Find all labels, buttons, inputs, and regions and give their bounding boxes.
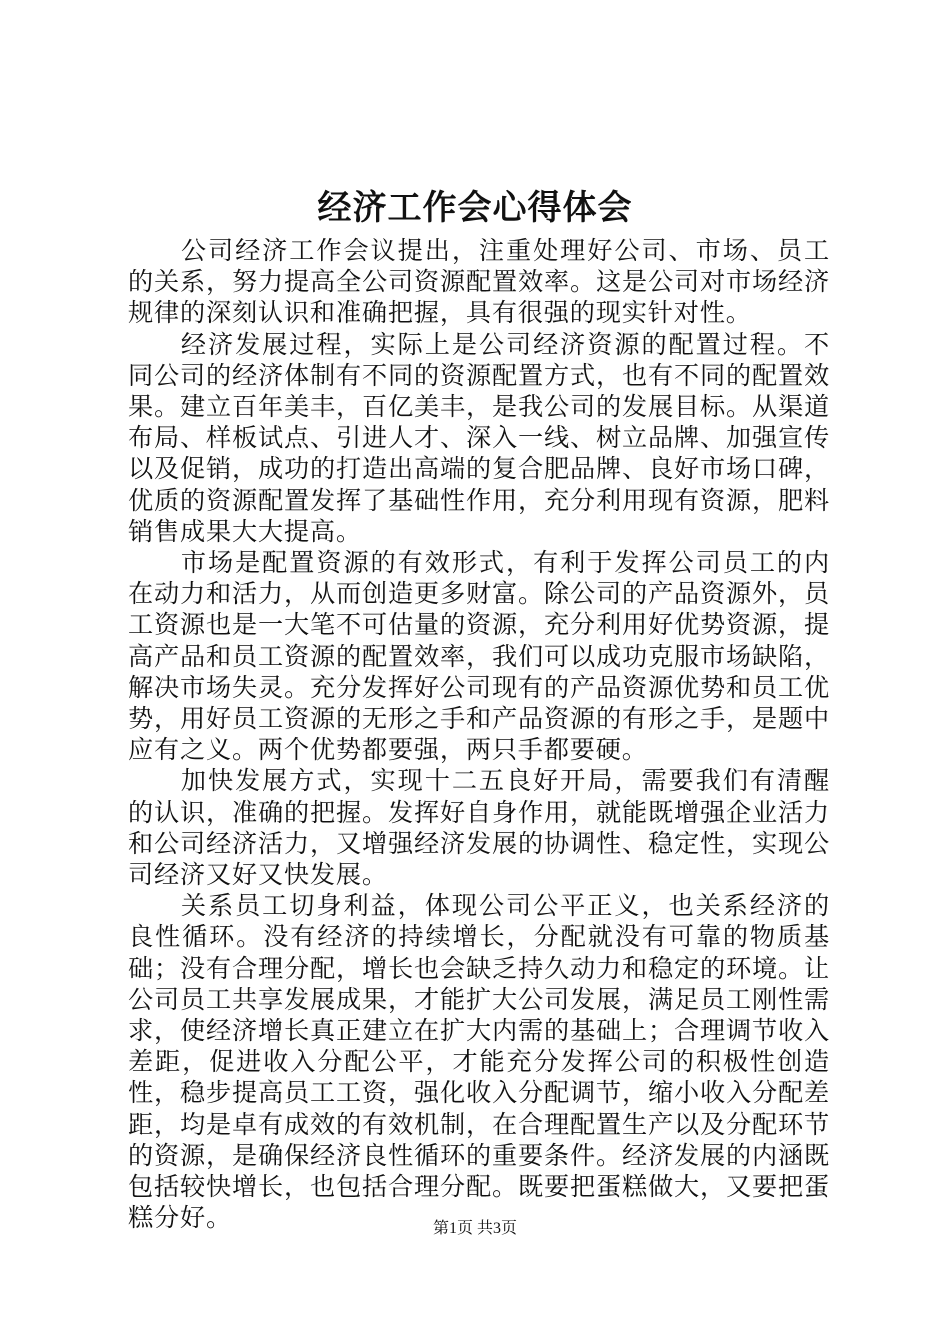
paragraph: 市场是配置资源的有效形式，有利于发挥公司员工的内在动力和活力，从而创造更多财富。除公司的产品资源外，员工资源也是一大笔不可估量的资源，充分利用好优势资源，提高产品和员工资源的配置效率，我们可以成功克服市场缺陷，解决市场失灵。充分发挥好公司现有的产品资源优势和员工优势，用好员工资源的无形之手和产品资源的有形之手，是题中应有之义。两个优势都要强，两只手都要硬。 xyxy=(128,548,830,765)
page-footer: 第1页 共3页 xyxy=(432,1220,517,1237)
paragraph: 关系员工切身利益，体现公司公平正义，也关系经济的良性循环。没有经济的持续增长，分配就没有可靠的物质基础；没有合理分配，增长也会缺乏持久动力和稳定的环境。让公司员工共享发展成果，才能扩大公司发展，满足员工刚性需求，使经济增长真正建立在扩大内需的基础上；合理调节收入差距，促进收入分配公平，才能充分发挥公司的积极性创造性，稳步提高员工工资，强化收入分配调节，缩小收入分配差距，均是卓有成效的有效机制，在合理配置生产以及分配环节的资源，是确保经济良性循环的重要条件。经济发展的内涵既包括较快增长，也包括合理分配。既要把蛋糕做大，又要把蛋糕分好。 xyxy=(128,891,830,1233)
document-body xyxy=(128,235,830,1234)
paragraph: 加快发展方式，实现十二五良好开局，需要我们有清醒的认识，准确的把握。发挥好自身作用，就能既增强企业活力和公司经济活力，又增强经济发展的协调性、稳定性，实现公司经济又好又快发展。 xyxy=(128,766,830,890)
paragraph: 经济发展过程，实际上是公司经济资源的配置过程。不同公司的经济体制有不同的资源配置方式，也有不同的配置效果。建立百年美丰，百亿美丰，是我公司的发展目标。从渠道布局、样板试点、引进人才、深入一线、树立品牌、加强宣传以及促销，成功的打造出高端的复合肥品牌、良好市场口碑，优质的资源配置发挥了基础性作用，充分利用现有资源，肥料销售成果大大提高。 xyxy=(128,329,830,546)
paragraph: 公司经济工作会议提出，注重处理好公司、市场、员工的关系，努力提高全公司资源配置效率。这是公司对市场经济规律的深刻认识和准确把握，具有很强的现实针对性。 xyxy=(128,236,830,328)
document-title: 经济工作会心得体会 xyxy=(317,188,633,228)
